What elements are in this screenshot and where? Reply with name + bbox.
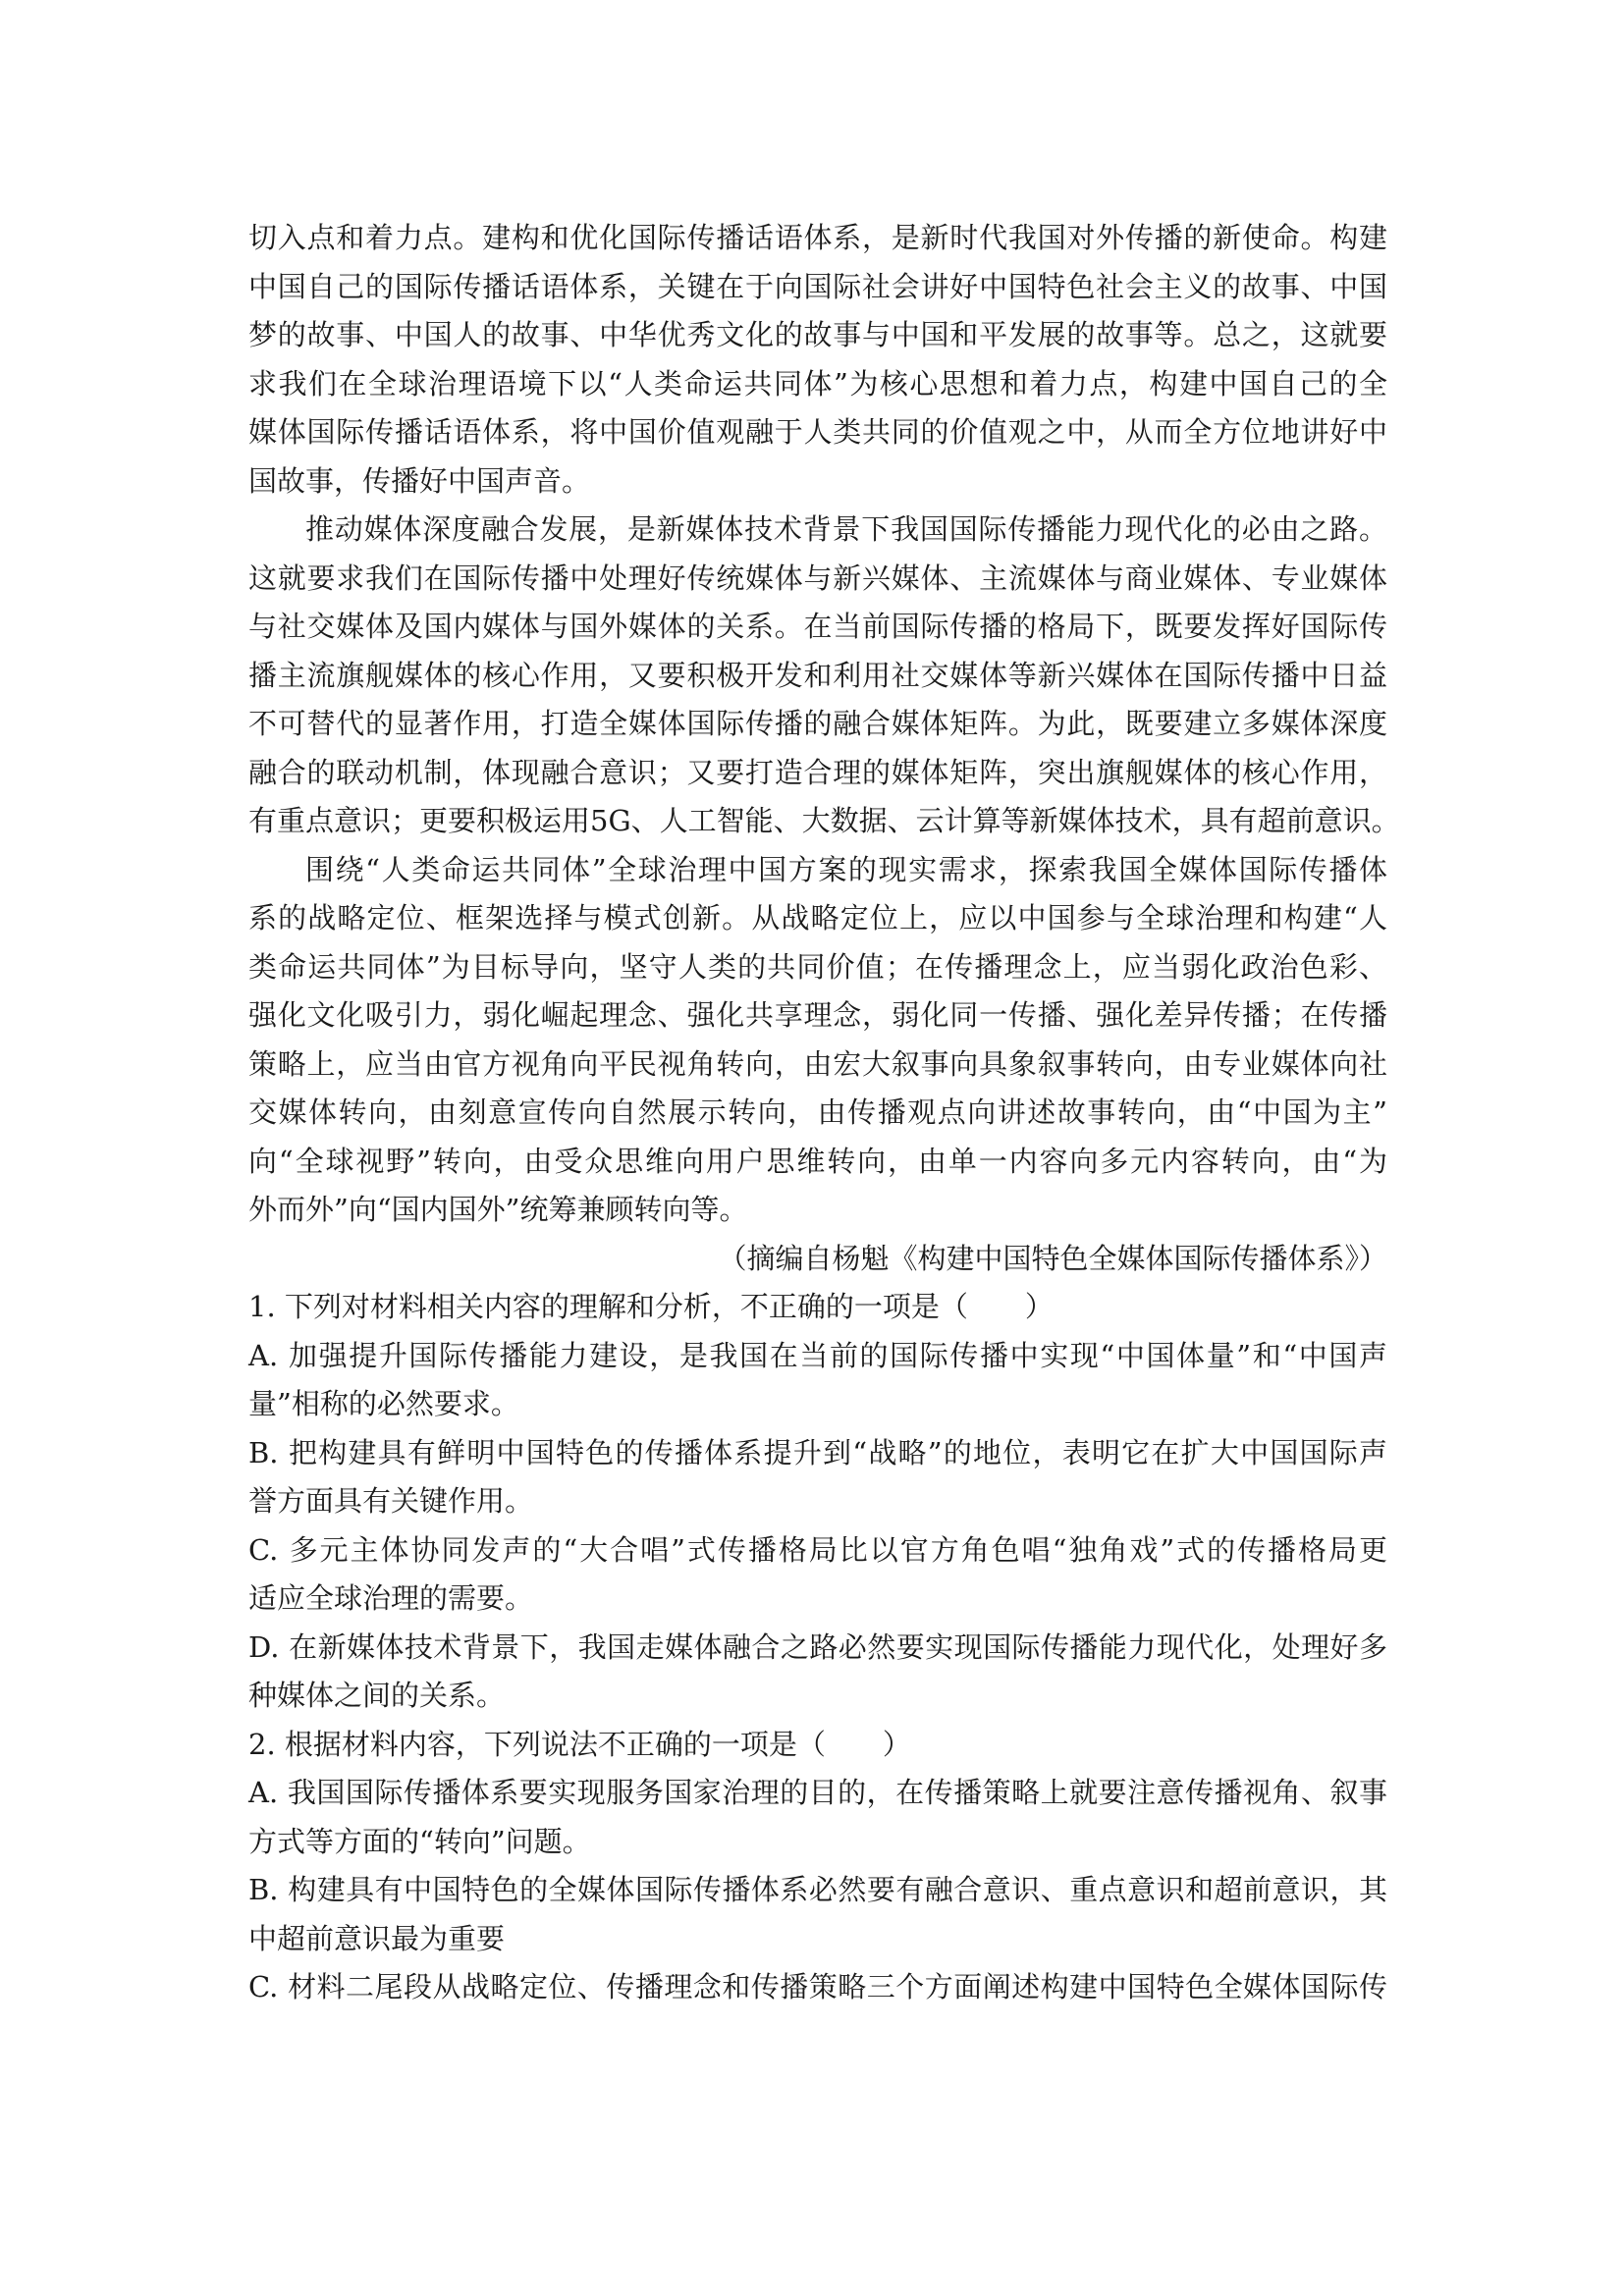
text-line: 策略上，应当由官方视角向平民视角转向，由宏大叙事向具象叙事转向，由专业媒体向社 xyxy=(248,1046,1387,1081)
text-line: 求我们在全球治理语境下以“人类命运共同体”为核心思想和着力点，构建中国自己的全 xyxy=(248,366,1387,400)
text-line: 强化文化吸引力，弱化崛起理念、强化共享理念，弱化同一传播、强化差异传播；在传播 xyxy=(248,998,1387,1032)
paragraph xyxy=(248,214,1387,506)
text-line: 这就要求我们在国际传播中处理好传统媒体与新兴媒体、主流媒体与商业媒体、专业媒体 xyxy=(248,561,1387,595)
paragraph xyxy=(248,506,1400,846)
option-line: A. 加强提升国际传播能力建设，是我国在当前的国际传播中实现“中国体量”和“中国声 xyxy=(248,1338,1387,1372)
source-attribution: （摘编自杨魁《构建中国特色全媒体国际传播体系》） xyxy=(718,1241,1387,1275)
option-line: B. 构建具有中国特色的全媒体国际传播体系必然要有融合意识、重点意识和超前意识，其 xyxy=(248,1873,1387,1906)
option-line: 誉方面具有关键作用。 xyxy=(248,1484,534,1518)
text-line: 播主流旗舰媒体的核心作用，又要积极开发和利用社交媒体等新兴媒体在国际传播中日益 xyxy=(248,658,1387,692)
text-line: 围绕“人类命运共同体”全球治理中国方案的现实需求，探索我国全媒体国际传播体 xyxy=(305,852,1387,886)
text-line: 融合的联动机制，体现融合意识；又要打造合理的媒体矩阵，突出旗舰媒体的核心作用， xyxy=(248,755,1387,789)
text-line: 媒体国际传播话语体系，将中国价值观融于人类共同的价值观之中，从而全方位地讲好中 xyxy=(248,415,1387,449)
question-stem: 1. 下列对材料相关内容的理解和分析，不正确的一项是（ ） xyxy=(248,1290,1054,1323)
question xyxy=(248,1721,1387,2012)
text-line: 外而外”向“国内国外”统筹兼顾转向等。 xyxy=(248,1193,748,1226)
document-body xyxy=(248,214,1400,2012)
text-line: 中国自己的国际传播话语体系，关键在于向国际社会讲好中国特色社会主义的故事、中国 xyxy=(248,269,1387,303)
option-line: A. 我国国际传播体系要实现服务国家治理的目的，在传播策略上就要注意传播视角、叙事 xyxy=(248,1776,1387,1809)
paragraph xyxy=(248,846,1387,1235)
option-line: 方式等方面的“转向”问题。 xyxy=(248,1824,591,1858)
option-line: C. 材料二尾段从战略定位、传播理念和传播策略三个方面阐述构建中国特色全媒体国际传 xyxy=(248,1970,1387,2003)
option-line: 量”相称的必然要求。 xyxy=(248,1387,519,1420)
text-line: 与社交媒体及国内媒体与国外媒体的关系。在当前国际传播的格局下，既要发挥好国际传 xyxy=(248,610,1387,643)
text-line: 梦的故事、中国人的故事、中华优秀文化的故事与中国和平发展的故事等。总之，这就要 xyxy=(248,318,1387,351)
option-line: 中超前意识最为重要 xyxy=(248,1921,506,1955)
text-line: 向“全球视野”转向，由受众思维向用户思维转向，由单一内容向多元内容转向，由“为 xyxy=(248,1144,1387,1178)
text-line: 系的战略定位、框架选择与模式创新。从战略定位上，应以中国参与全球治理和构建“人 xyxy=(248,901,1387,934)
option-line: C. 多元主体协同发声的“大合唱”式传播格局比以官方角色唱“独角戏”式的传播格局更 xyxy=(248,1532,1387,1567)
text-line: 类命运共同体”为目标导向，坚守人类的共同价值；在传播理念上，应当弱化政治色彩、 xyxy=(248,949,1387,984)
text-line: 交媒体转向，由刻意宣传向自然展示转向，由传播观点向讲述故事转向，由“中国为主” xyxy=(248,1095,1387,1129)
option-line: B. 把构建具有鲜明中国特色的传播体系提升到“战略”的地位，表明它在扩大中国国际声 xyxy=(248,1435,1387,1469)
text-line: 不可替代的显著作用，打造全媒体国际传播的融合媒体矩阵。为此，既要建立多媒体深度 xyxy=(248,707,1387,740)
text-line: 有重点意识；更要积极运用5G、人工智能、大数据、云计算等新媒体技术，具有超前意识。 xyxy=(248,804,1400,837)
text-line: 切入点和着力点。建构和优化国际传播话语体系，是新时代我国对外传播的新使命。构建 xyxy=(248,221,1387,254)
question-stem: 2. 根据材料内容，下列说法不正确的一项是（ ） xyxy=(248,1727,911,1761)
question xyxy=(248,1283,1387,1721)
text-line: 国故事，传播好中国声音。 xyxy=(248,463,591,498)
option-line: 适应全球治理的需要。 xyxy=(248,1581,534,1615)
option-line: 种媒体之间的关系。 xyxy=(248,1679,506,1712)
text-line: 推动媒体深度融合发展，是新媒体技术背景下我国国际传播能力现代化的必由之路。 xyxy=(305,512,1387,546)
option-line: D. 在新媒体技术背景下，我国走媒体融合之路必然要实现国际传播能力现代化，处理好多 xyxy=(248,1629,1387,1664)
